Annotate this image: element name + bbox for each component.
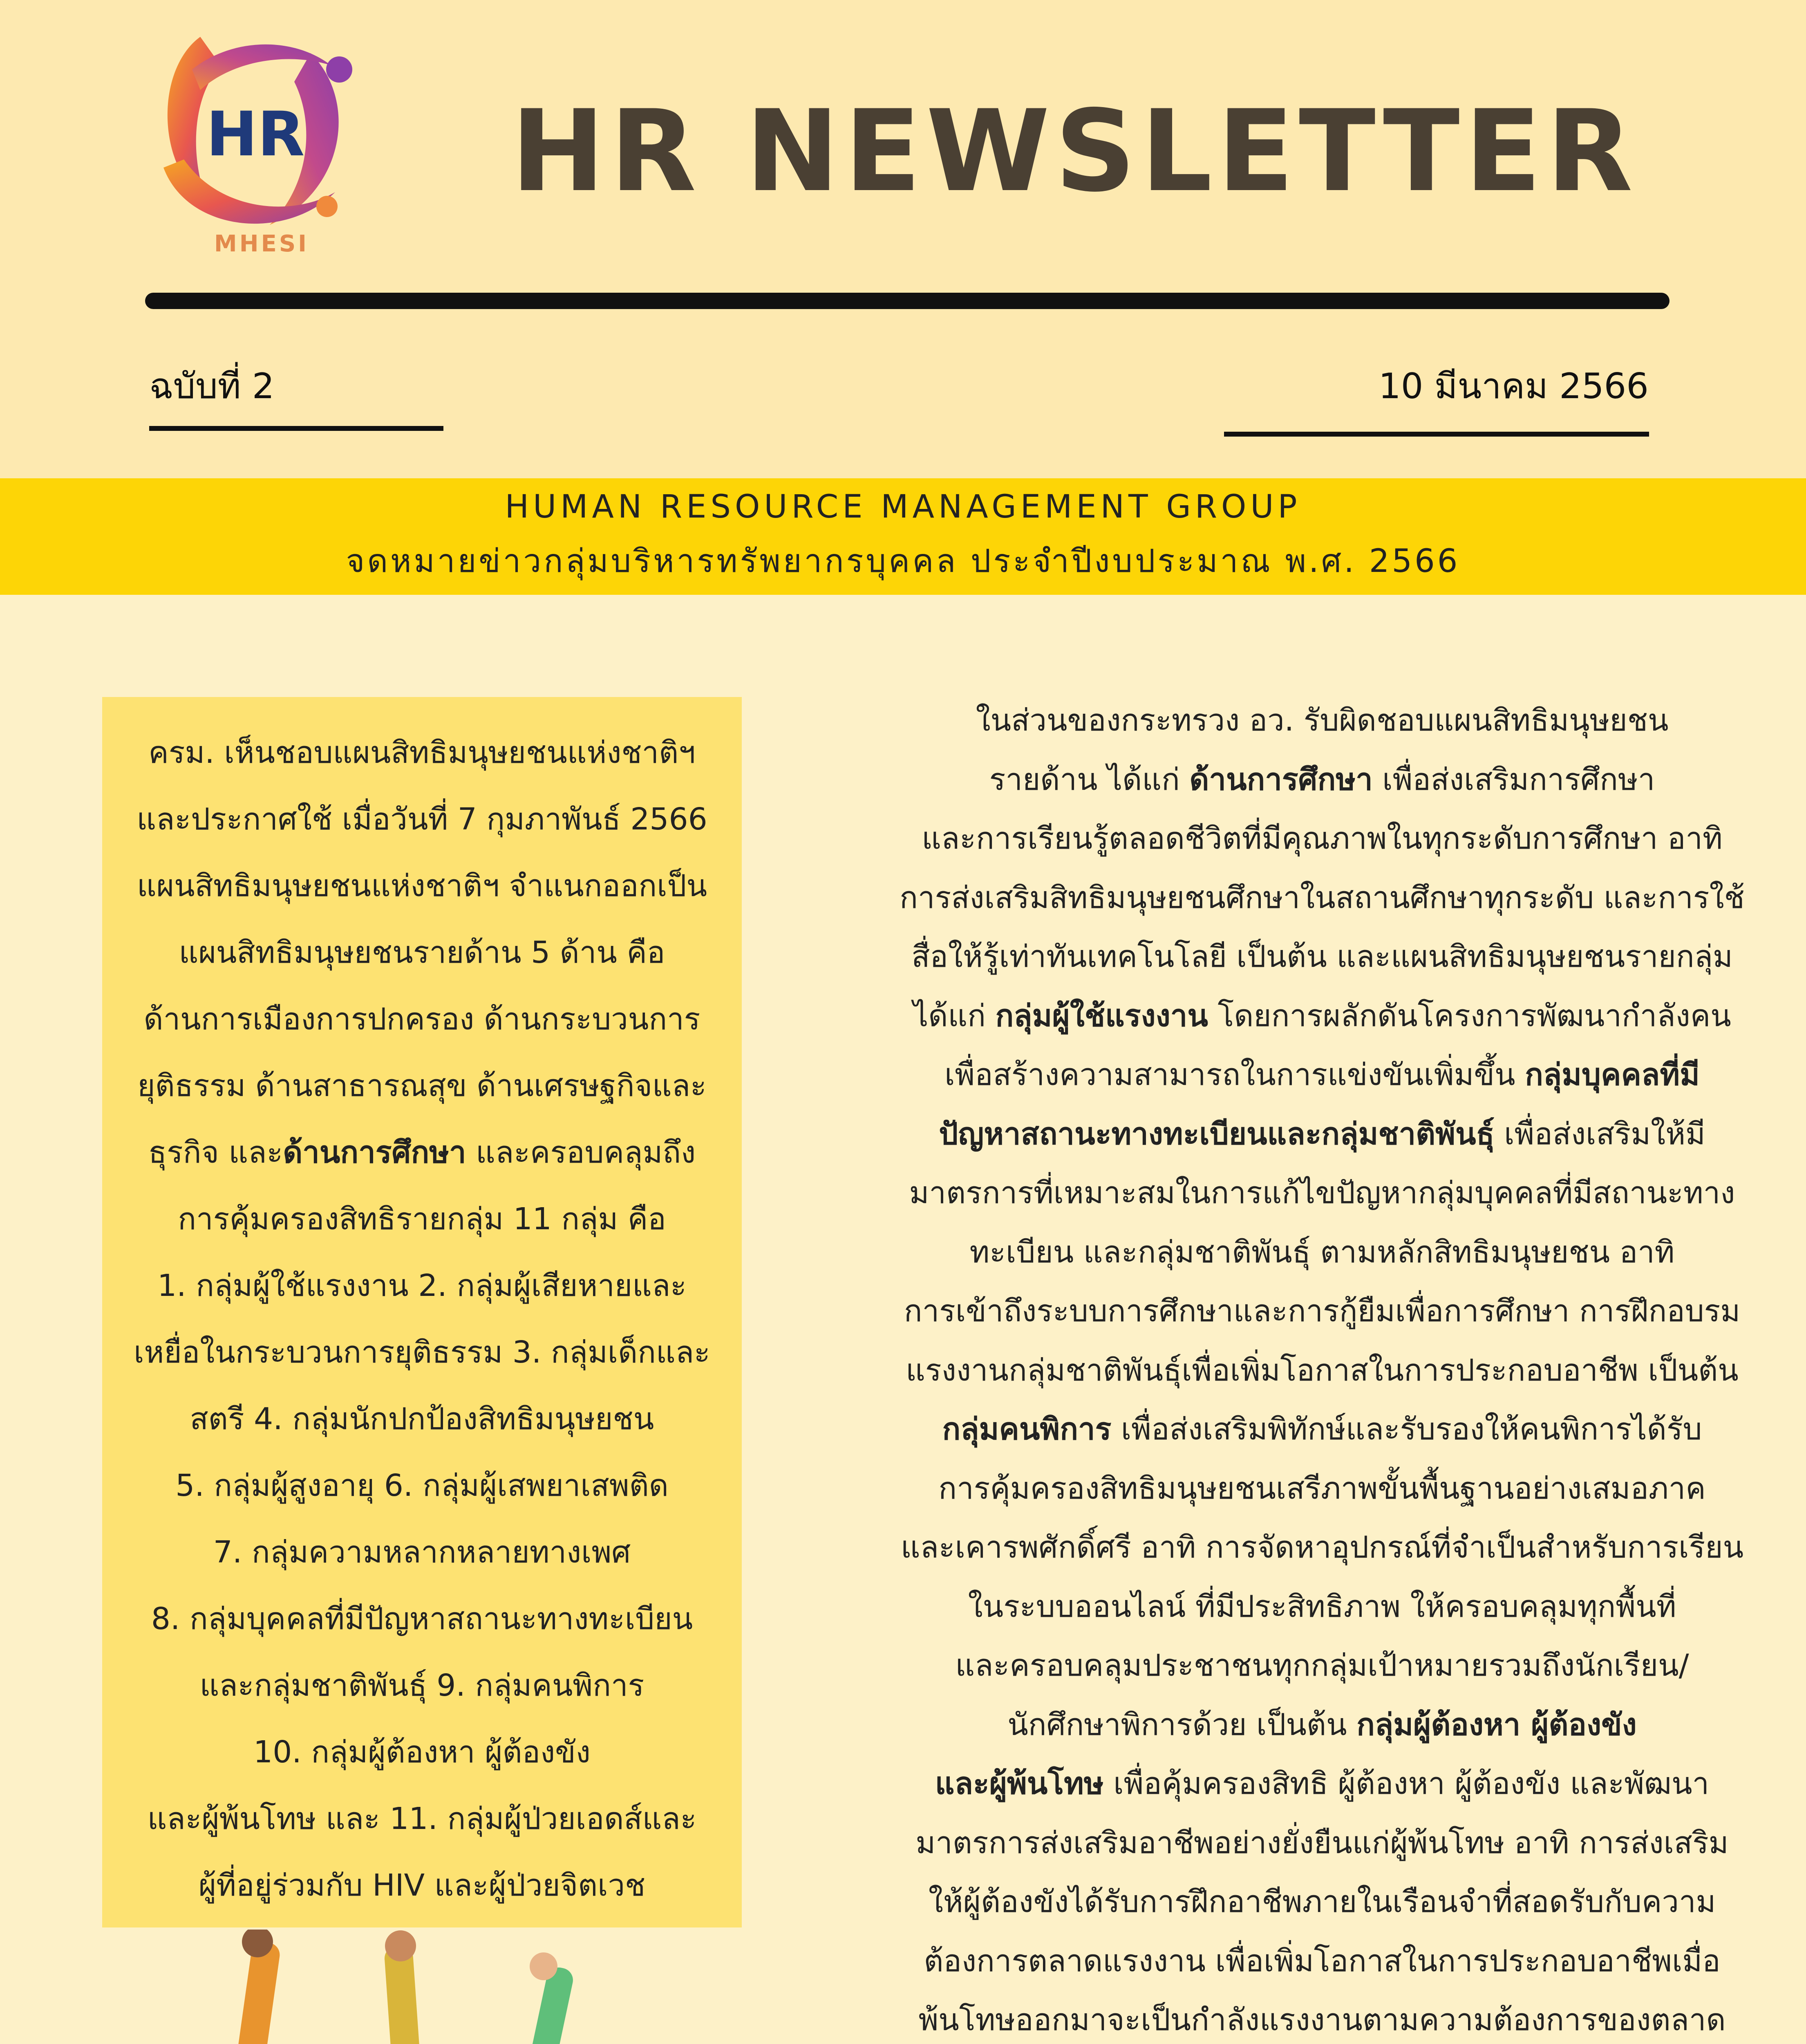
right-article-text [891,691,1753,2044]
band-english-title: HUMAN RESOURCE MANAGEMENT GROUP [505,489,1301,525]
left-line: การคุ้มครองสิทธิรายกลุ่ม 11 กลุ่ม คือ [178,1201,666,1237]
article-segment: นักศึกษาพิการด้วย เป็นต้น [1007,1707,1357,1742]
article-bold: ด้านการศึกษา [1189,762,1373,797]
left-text-segment: และครอบคลุมถึง [466,1135,696,1170]
left-line: ผู้ที่อยู่ร่วมกับ HIV และผู้ป่วยจิตเวช [198,1868,646,1903]
left-line: เหยื่อในกระบวนการยุติธรรม 3. กลุ่มเด็กและ [134,1335,710,1370]
left-summary-text [119,719,725,1919]
article-line [891,1754,1753,1813]
article-line [891,1105,1753,1164]
left-line: และผู้พ้นโทษ และ 11. กลุ่มผู้ป่วยเอดส์และ [147,1801,697,1836]
article-line: พ้นโทษออกมาจะเป็นกำลังแรงงานตามความต้องการของตลาด [918,2002,1726,2037]
article-segment: รายด้าน ได้แก่ [989,762,1190,797]
logo-sub: MHESI [214,231,309,257]
left-line: 8. กลุ่มบุคคลที่มีปัญหาสถานะทางทะเบียน [151,1601,693,1636]
article-bold: และผู้พ้นโทษ [935,1766,1104,1801]
article-segment: เพื่อคุ้มครองสิทธิ ผู้ต้องหา ผู้ต้องขัง และพัฒนา [1103,1766,1710,1801]
article-bold: กลุ่มคนพิการ [942,1412,1112,1447]
article-line [891,1045,1753,1105]
title-divider [145,293,1669,309]
article-line: ให้ผู้ต้องขังได้รับการฝึกอาชีพภายในเรือนจำที่สอดรับกับความ [928,1884,1716,1919]
newsletter-title: HR NEWSLETTER [511,86,1638,217]
logo-text: HR [206,99,305,170]
article-bold: กลุ่มผู้ใช้แรงงาน [995,998,1208,1033]
article-line: การส่งเสริมสิทธิมนุษยชนศึกษาในสถานศึกษาทุกระดับ และการใช้ [900,880,1745,915]
article-segment: เพื่อส่งเสริมพิทักษ์และรับรองให้คนพิการได้รับ [1111,1412,1702,1447]
band-thai-title: จดหมายข่าวกลุ่มบริหารทรัพยากรบุคคล ประจำปีงบประมาณ พ.ศ. 2566 [346,543,1460,580]
article-segment: ได้แก่ [913,998,996,1033]
left-line: ยุติธรรม ด้านสาธารณสุข ด้านเศรษฐกิจและ [137,1068,707,1103]
left-line: และประกาศใช้ เมื่อวันที่ 7 กุมภาพันธ์ 2566 [137,802,707,837]
article-line [891,986,1753,1046]
left-bold-education: ด้านการศึกษา [283,1135,466,1170]
article-bold: กลุ่มผู้ต้องหา ผู้ต้องขัง [1356,1707,1637,1742]
article-line: การเข้าถึงระบบการศึกษาและการกู้ยืมเพื่อการศึกษา การฝึกอบรม [904,1293,1741,1329]
article-line: สื่อให้รู้เท่าทันเทคโนโลยี เป็นต้น และแผนสิทธิมนุษยชนรายกลุ่ม [911,939,1733,974]
left-line [119,1119,725,1186]
article-segment: เพื่อส่งเสริมให้มี [1494,1116,1705,1152]
issue-number: ฉบับที่ 2 [149,366,275,407]
protest-illustration [135,1930,715,2044]
article-line: ทะเบียน และกลุ่มชาติพันธุ์ ตามหลักสิทธิมนุษยชน อาทิ [969,1234,1675,1270]
issue-underline [149,426,443,431]
article-segment: เพื่อสร้างความสามารถในการแข่งขันเพิ่มขึ้น [944,1057,1525,1092]
left-line: ด้านการเมืองการปกครอง ด้านกระบวนการ [143,1002,700,1037]
hr-logo [139,20,368,262]
left-line: แผนสิทธิมนุษยชนรายด้าน 5 ด้าน คือ [179,935,665,970]
article-line: ต้องการตลาดแรงงาน เพื่อเพิ่มโอกาสในการประกอบอาชีพเมื่อ [924,1943,1721,1979]
left-line: 7. กลุ่มความหลากหลายทางเพศ [213,1535,631,1570]
article-line [891,1695,1753,1755]
left-text-segment: ธุรกิจ และ [148,1135,283,1170]
article-line [891,750,1753,809]
article-line: ในระบบออนไลน์ ที่มีประสิทธิภาพ ให้ครอบคลุมทุกพื้นที่ [968,1589,1676,1624]
left-line: ครม. เห็นชอบแผนสิทธิมนุษยชนแห่งชาติฯ [148,735,696,770]
article-line: ในส่วนของกระทรวง อว. รับผิดชอบแผนสิทธิมนุษยชน [976,703,1669,738]
left-line: 5. กลุ่มผู้สูงอายุ 6. กลุ่มผู้เสพยาเสพติด [175,1468,669,1503]
left-line: 10. กลุ่มผู้ต้องหา ผู้ต้องขัง [253,1735,591,1770]
article-segment: เพื่อส่งเสริมการศึกษา [1372,762,1655,797]
left-line: สตรี 4. กลุ่มนักปกป้องสิทธิมนุษยชน [190,1401,654,1437]
article-line: มาตรการที่เหมาะสมในการแก้ไขปัญหากลุ่มบุคคลที่มีสถานะทาง [909,1175,1735,1210]
article-line: แรงงานกลุ่มชาติพันธุ์เพื่อเพิ่มโอกาสในการประกอบอาชีพ เป็นต้น [906,1352,1739,1388]
article-line: การคุ้มครองสิทธิมนุษยชนเสรีภาพขั้นพื้นฐานอย่างเสมอภาค [938,1470,1706,1506]
article-segment: โดยการผลักดันโครงการพัฒนากำลังคน [1208,998,1731,1033]
issue-date: 10 มีนาคม 2566 [1379,366,1649,407]
article-line: มาตรการส่งเสริมอาชีพอย่างยั่งยืนแก่ผู้พ้นโทษ อาทิ การส่งเสริม [915,1825,1729,1860]
article-line: และการเรียนรู้ตลอดชีวิตที่มีคุณภาพในทุกระดับการศึกษา อาทิ [922,821,1723,856]
article-line: และเคารพศักดิ์ศรี อาทิ การจัดหาอุปกรณ์ที่จำเป็นสำหรับการเรียน [900,1530,1744,1565]
left-line: แผนสิทธิมนุษยชนแห่งชาติฯ จำแนกออกเป็น [137,868,707,903]
article-line: และครอบคลุมประชาชนทุกกลุ่มเป้าหมายรวมถึงนักเรียน/ [955,1648,1689,1683]
left-line: 1. กลุ่มผู้ใช้แรงงาน 2. กลุ่มผู้เสียหายและ [157,1268,687,1303]
article-line [891,1400,1753,1459]
left-line: และกลุ่มชาติพันธุ์ 9. กลุ่มคนพิการ [199,1668,645,1703]
article-bold: กลุ่มบุคคลที่มี [1525,1057,1700,1092]
article-bold: ปัญหาสถานะทางทะเบียนและกลุ่มชาติพันธุ์ [939,1116,1495,1152]
date-underline [1224,432,1649,437]
